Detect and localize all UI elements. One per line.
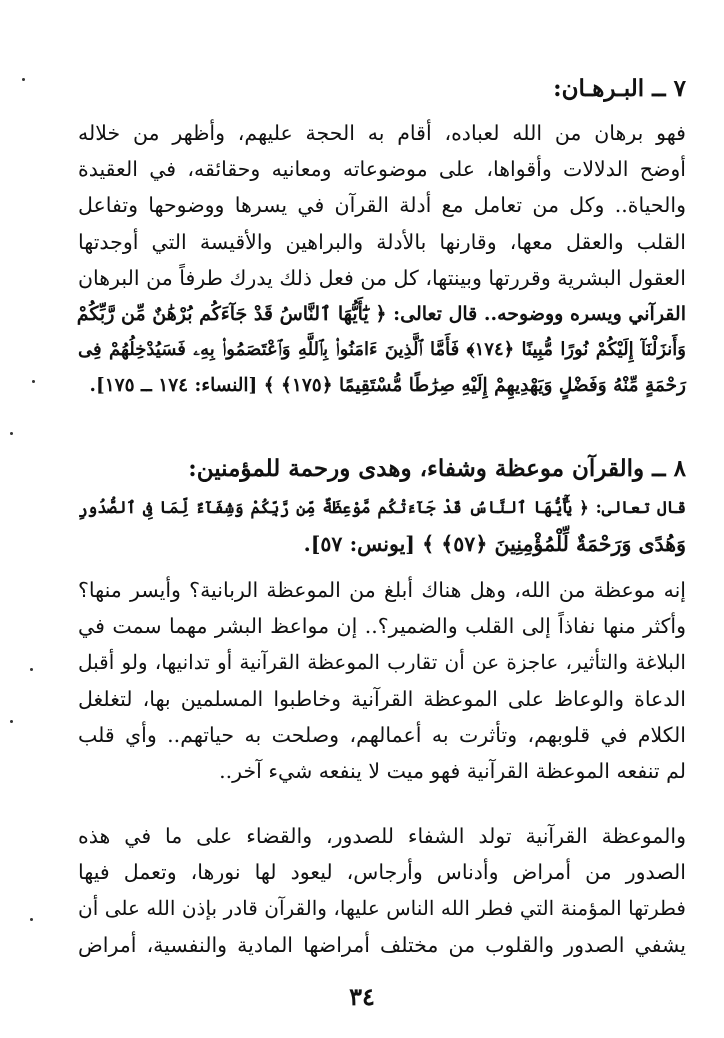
text-line: الكلام في قلوبهم، وتأثرت به أعمالهم، وصلحت به حياتهم.. وأي قلب [78,722,686,747]
text-line: الصدور من أمراض وأدناس وأرجاس، ليعود لها نورها، وتعمل فيها [78,860,686,885]
text-line: إنه موعظة من الله، وهل هناك أبلغ من الموعظة الربانية؟ وأيسر منها؟ [78,578,686,602]
text-line: الدعاة والوعاظ على الموعظة القرآنية وخاطبوا المسلمين بها، لتغلغل [78,686,686,711]
scan-mark [10,432,13,435]
text-line: فهو برهان من الله لعباده، أقام به الحجة عليهم، وأظهر من خلاله [78,121,686,145]
paragraph-verse-yunus [78,490,686,562]
quran-verse-line: وَأَنزَلْنَآ إِلَيْكُمْ نُورًا مُّبِينًا ﴿١٧٤﴾ فَأَمَّا ٱلَّذِينَ ءَامَنُوا۟ بِٱللَّهِ وَٱعْتَصَمُوا۟ بِهِۦ فَسَيُدْخِلُهُمْ فِى [78,339,686,361]
quran-verse-line: قال تعالى: ﴿ يَٰٓأَيُّهَا ٱلنَّاسُ قَدْ جَآءَتْكُم مَّوْعِظَةٌ مِّن رَّبِّكُمْ وَشِفَآءٌ لِّمَا فِى ٱلصُّدُورِ [78,498,686,517]
text-line: القلب والعقل معها، وقارنها بالأدلة والبراهين والأقيسة التي أوجدتها [78,229,686,254]
text-line: وأكثر منها نفاذاً إلى القلب والضمير؟.. إن مواعظ البشر مهما سمت في [78,614,686,639]
scan-mark [22,78,25,81]
paragraph-shifa [78,818,686,963]
text-line: لم تنفعه الموعظة القرآنية فهو ميت لا ينفعه شيء آخر.. [219,759,686,784]
scan-mark [32,380,35,383]
section-heading-burhan: ٧ ــ البـرهـان: [553,75,686,102]
section-heading-mawiza: ٨ ــ والقرآن موعظة وشفاء، وهدى ورحمة للمؤمنين: [188,455,686,482]
page-number: ٣٤ [349,982,375,1011]
quran-verse-line: القرآني ويسره ووضوحه.. قال تعالى: ﴿ يَٰٓأَيُّهَا ٱلنَّاسُ قَدْ جَآءَكُم بُرْهَٰنٌ مِّن رَّبِّكُمْ [76,303,686,326]
text-line: فطرتها المؤمنة التي فطر الله الناس عليها، والقرآن قادر بإذن الله على أن [78,896,686,921]
scan-mark [10,720,13,723]
text-line: والحياة.. وكل من تعامل مع أدلة القرآن في يسرها ووضوحها وتفاعل [78,193,686,218]
quran-verse-line: رَحْمَةٍ مِّنْهُ وَفَضْلٍ وَيَهْدِيهِمْ إِلَيْهِ صِرَٰطًا مُّسْتَقِيمًا ﴿١٧٥﴾ ﴾ [النساء: ١٧٤ ــ ١٧٥]. [89,375,686,397]
text-line: يشفي الصدور والقلوب من مختلف أمراضها المادية والنفسية، أمراض [78,932,686,957]
text-line: أوضح الدلالات وأقواها، على موضوعاته ومعانيه وحقائقه، في العقيدة [78,157,686,182]
scan-mark [30,918,33,921]
paragraph-mawiza [78,572,686,789]
text-line: والموعظة القرآنية تولد الشفاء للصدور، والقضاء على ما في هذه [78,824,686,848]
quran-verse-line: وَهُدًى وَرَحْمَةٌ لِّلْمُؤْمِنِينَ ﴿٥٧﴾ ﴾ [يونس: ٥٧]. [303,532,686,557]
scan-mark [30,668,33,671]
paragraph-burhan [78,115,686,405]
text-line: البلاغة والتأثير، عاجزة عن أن تقارب الموعظة القرآنية أو تدانيها، ولو أقبل [78,650,686,675]
text-line: العقول البشرية وقررتها وبينتها، كل من فعل ذلك يدرك طرفاً من البرهان [78,265,686,290]
